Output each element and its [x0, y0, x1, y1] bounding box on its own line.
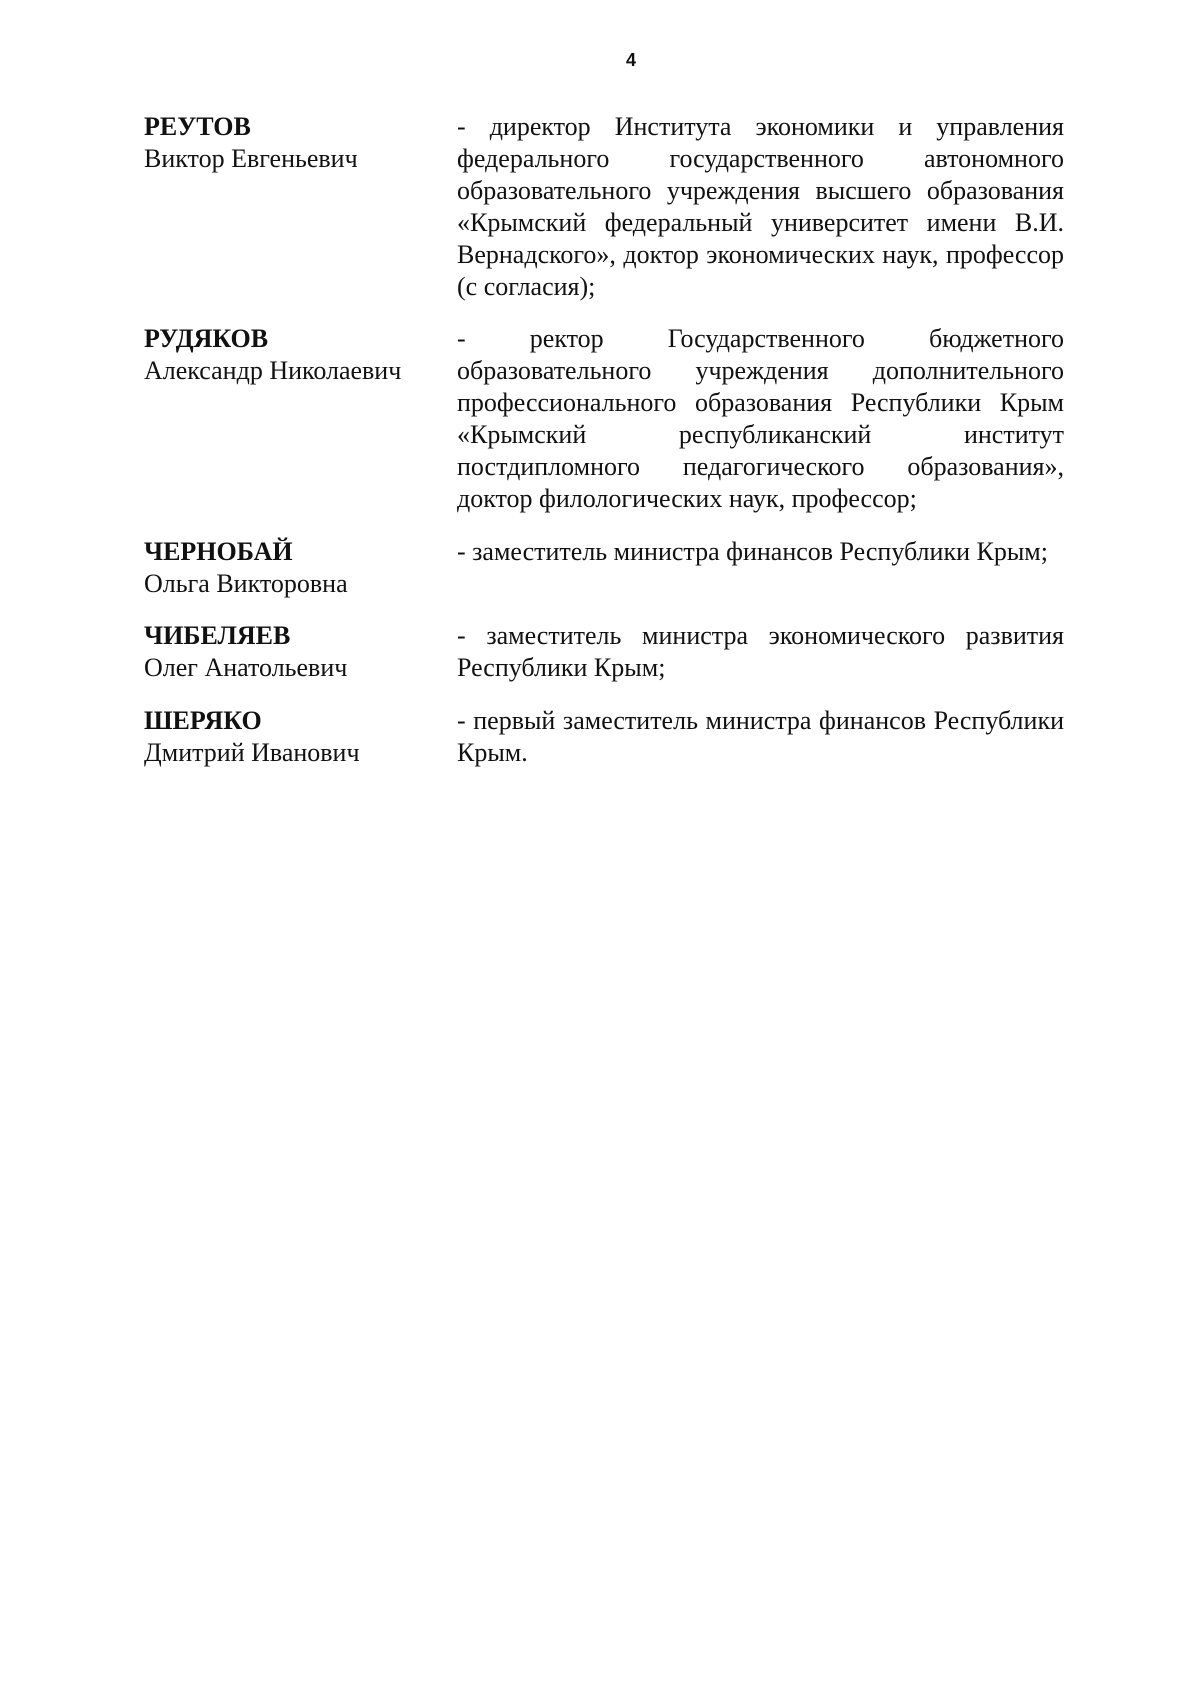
member-name	[144, 620, 457, 684]
member-entry	[144, 705, 1064, 769]
member-name	[144, 323, 457, 515]
member-given-names: Дмитрий Иванович	[144, 738, 360, 767]
member-description: - заместитель министра финансов Республики Крым;	[457, 537, 1048, 566]
member-description: - первый заместитель министра финансов Республики Крым.	[457, 706, 1064, 767]
member-name	[144, 536, 457, 600]
member-name	[144, 111, 457, 303]
members-list	[144, 111, 1064, 787]
member-surname: РЕУТОВ	[144, 112, 251, 141]
member-surname: ЧИБЕЛЯЕВ	[144, 621, 291, 650]
member-given-names: Виктор Евгеньевич	[144, 144, 358, 173]
member-description: - директор Института экономики и управления федерального государственного автономного образовательного учреждения высшего образования «Крымский федеральный университет имени В.И. Вернадского», доктор экономических наук, профессор (с согласия);	[457, 112, 1064, 301]
member-given-names: Александр Николаевич	[144, 356, 402, 385]
member-entry	[144, 620, 1064, 684]
member-name	[144, 705, 457, 769]
member-description: - заместитель министра экономического развития Республики Крым;	[457, 621, 1064, 682]
member-entry	[144, 536, 1064, 600]
member-surname: РУДЯКОВ	[144, 324, 269, 353]
page-number: 4	[625, 50, 636, 70]
member-surname: ШЕРЯКО	[144, 706, 262, 735]
member-entry	[144, 323, 1064, 515]
member-description: - ректор Государственного бюджетного образовательного учреждения дополнительного профессионального образования Республики Крым «Крымский республиканский институт постдипломного педагогического образования», доктор филологических наук, профессор;	[457, 324, 1064, 513]
member-surname: ЧЕРНОБАЙ	[144, 537, 293, 566]
member-given-names: Олег Анатольевич	[144, 653, 348, 682]
member-given-names: Ольга Викторовна	[144, 569, 348, 598]
member-entry	[144, 111, 1064, 303]
